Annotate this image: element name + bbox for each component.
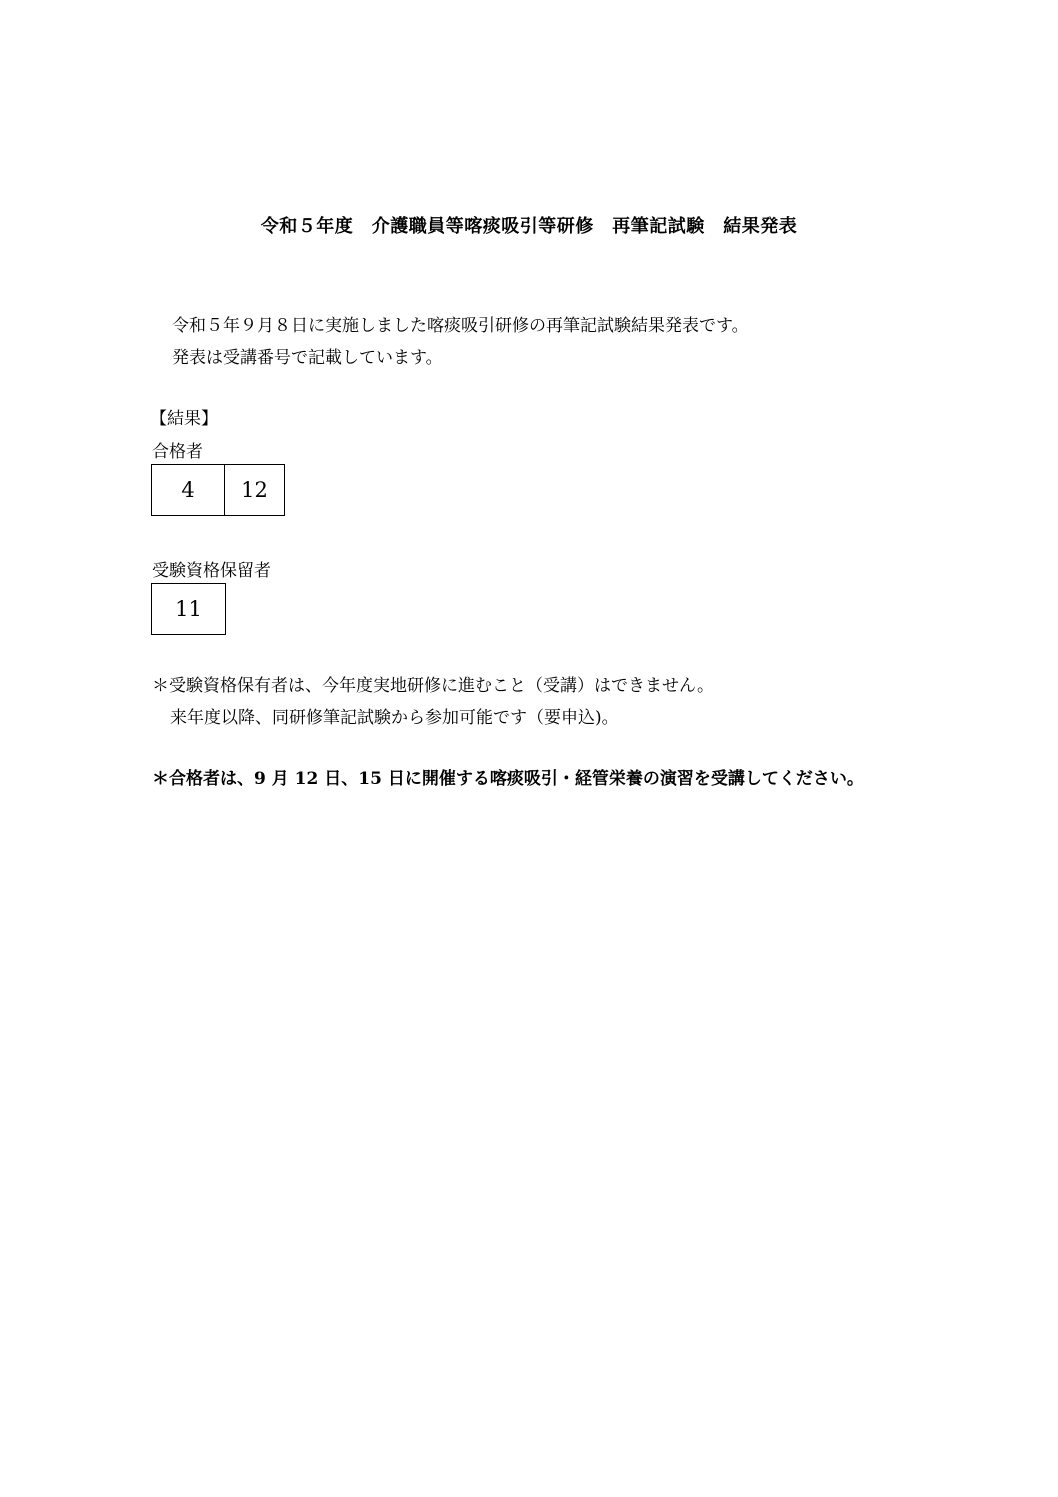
- deferred-number-cell: 11: [152, 584, 226, 635]
- intro-text: [172, 310, 749, 374]
- document-title: 令和５年度 介護職員等喀痰吸引等研修 再筆記試験 結果発表: [260, 216, 798, 237]
- note-line: 来年度以降、同研修筆記試験から参加可能です（要申込)。: [170, 708, 619, 728]
- passed-numbers-table: [151, 464, 285, 516]
- passed-number-cell: 12: [225, 465, 285, 516]
- results-heading: 【結果】: [150, 409, 218, 429]
- deferred-numbers-table: [151, 583, 226, 635]
- deferred-label: 受験資格保留者: [152, 561, 271, 581]
- important-note: ＊合格者は、9 月 12 日、15 日に開催する喀痰吸引・経管栄養の演習を受講してください。: [152, 769, 864, 789]
- notes: [152, 670, 714, 734]
- intro-line: 令和５年９月８日に実施しました喀痰吸引研修の再筆記試験結果発表です。: [172, 316, 749, 336]
- note-line: ＊受験資格保有者は、今年度実地研修に進むこと（受講）はできません。: [152, 676, 715, 696]
- passed-label: 合格者: [152, 442, 203, 462]
- passed-number-cell: 4: [152, 465, 225, 516]
- intro-line: 発表は受講番号で記載しています。: [172, 348, 443, 368]
